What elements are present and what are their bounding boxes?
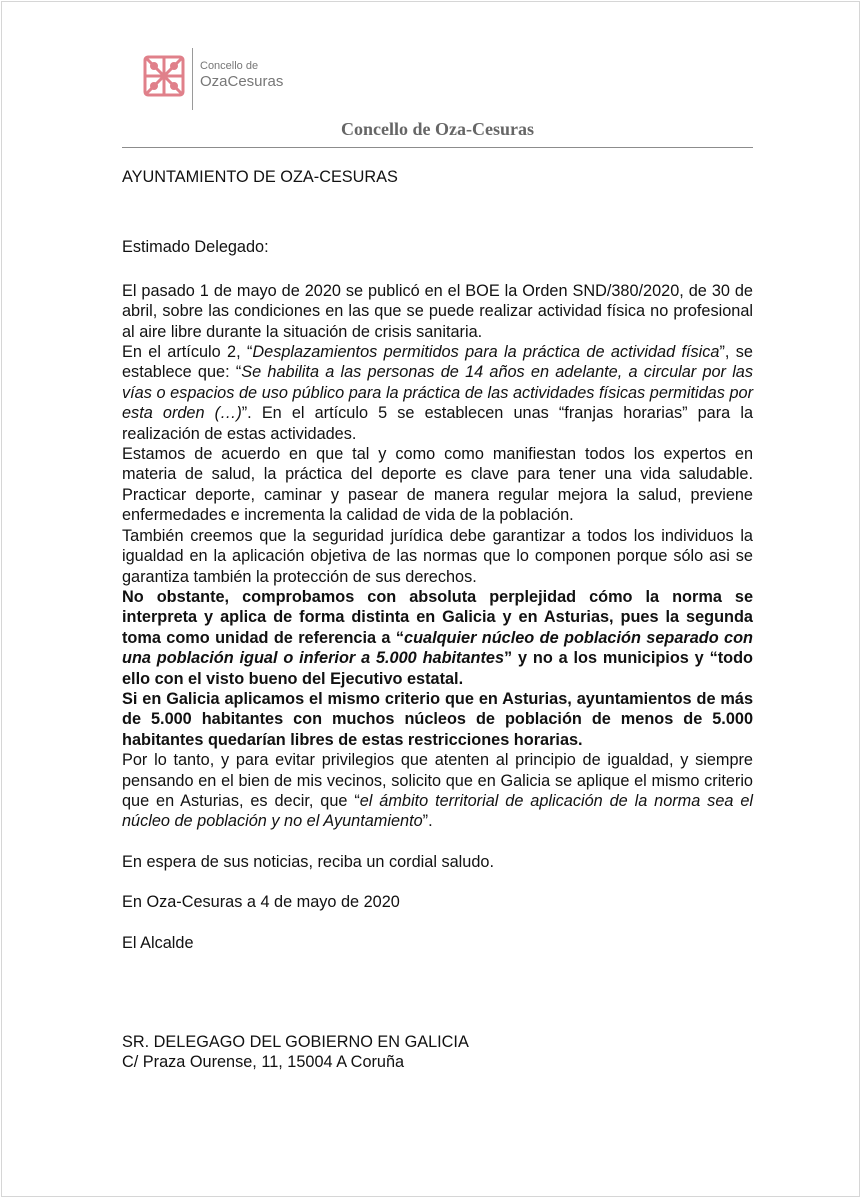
paragraph-5-text-a: No obstante, comprobamos con absoluta perplejidad cómo la norma se interpreta y aplica de forma distinta en Galicia y en Asturias, pues la segunda toma como unidad de referencia a “ <box>122 587 753 647</box>
paragraph-3: Estamos de acuerdo en que tal y como como manifiestan todos los expertos en materia de salud, la práctica del deporte es clave para tener una vida saludable. Practicar deporte, caminar y pasear de manera regular mejora la salud, previene enfermedades e incrementa la calidad de vida de la población. <box>122 445 753 525</box>
paragraph-2-italic-title: Desplazamientos permitidos para la práctica de actividad física <box>252 343 720 362</box>
paragraph-5-italic-quote: cualquier núcleo de población separado con una población igual o inferior a 5.000 habitantes <box>122 628 753 668</box>
paragraph-2 <box>122 342 753 444</box>
letterhead-title: Concello de Oza-Cesuras <box>341 119 534 139</box>
greeting: Estimado Delegado: <box>122 238 269 257</box>
letterhead-divider <box>122 147 753 148</box>
recipient-address: C/ Praza Ourense, 11, 15004 A Coruña <box>122 1053 405 1072</box>
logo-name: OzaCesuras <box>200 73 284 90</box>
paragraph-2-text-e: ”. En el artículo 5 se establecen unas “franjas horarias” para la realización de estas actividades. <box>122 404 753 443</box>
paragraph-7-text-a: Por lo tanto, y para evitar privilegios que atenten al principio de igualdad, y siempre pensando en el bien de mis vecinos, solicito que en Galicia se aplique el mismo criterio que en Asturias, es decir, que “ <box>122 751 753 810</box>
sender-organization: AYUNTAMIENTO DE OZA-CESURAS <box>122 168 398 186</box>
paragraph-7-italic-quote: el ámbito territorial de aplicación de la norma sea el núcleo de población y no el Ayuntamiento <box>122 791 753 831</box>
date-line: En Oza-Cesuras a 4 de mayo de 2020 <box>122 893 400 912</box>
paragraph-2-text-c: ”, se establece que: “ <box>122 343 753 382</box>
council-logo <box>142 48 302 110</box>
recipient-name: SR. DELEGAGO DEL GOBIERNO EN GALICIA <box>122 1033 469 1051</box>
logo-divider <box>192 48 193 110</box>
closing-line: En espera de sus noticias, reciba un cordial saludo. <box>122 852 494 871</box>
paragraph-7-text-c: ”. <box>422 812 433 831</box>
logo-subtitle: Concello de <box>200 60 259 72</box>
document-page <box>1 1 860 1197</box>
paragraph-5-text-c: ” y no a los municipios y “todo ello con el visto bueno del Ejecutivo estatal. <box>122 649 753 688</box>
council-emblem-icon <box>142 54 186 98</box>
paragraph-1: El pasado 1 de mayo de 2020 se publicó en el BOE la Orden SND/380/2020, de 30 de abril, sobre las condiciones en las que se puede realizar actividad física no profesional al aire libre durante la situación de crisis sanitaria. <box>122 281 753 341</box>
paragraph-7 <box>122 750 753 832</box>
paragraph-4: También creemos que la seguridad jurídica debe garantizar a todos los individuos la igualdad en la aplicación objetiva de las normas que lo componen porque sólo asi se garantiza también la protección de sus derechos. <box>122 526 753 586</box>
letter-body <box>122 162 753 1073</box>
signature-line: El Alcalde <box>122 933 194 952</box>
paragraph-5 <box>122 587 753 689</box>
paragraph-6: Si en Galicia aplicamos el mismo criterio que en Asturias, ayuntamientos de más de 5.000 habitantes con muchos núcleos de población de menos de 5.000 habitantes quedarían libres de estas restricciones horarias. <box>122 689 753 749</box>
paragraph-2-italic-quote: Se habilita a las personas de 14 años en adelante, a circular por las vías o espacios de uso público para la práctica de las actividades físicas permitidas por esta orden (…) <box>122 363 754 423</box>
paragraph-2-text-a: En el artículo 2, “ <box>122 343 253 362</box>
